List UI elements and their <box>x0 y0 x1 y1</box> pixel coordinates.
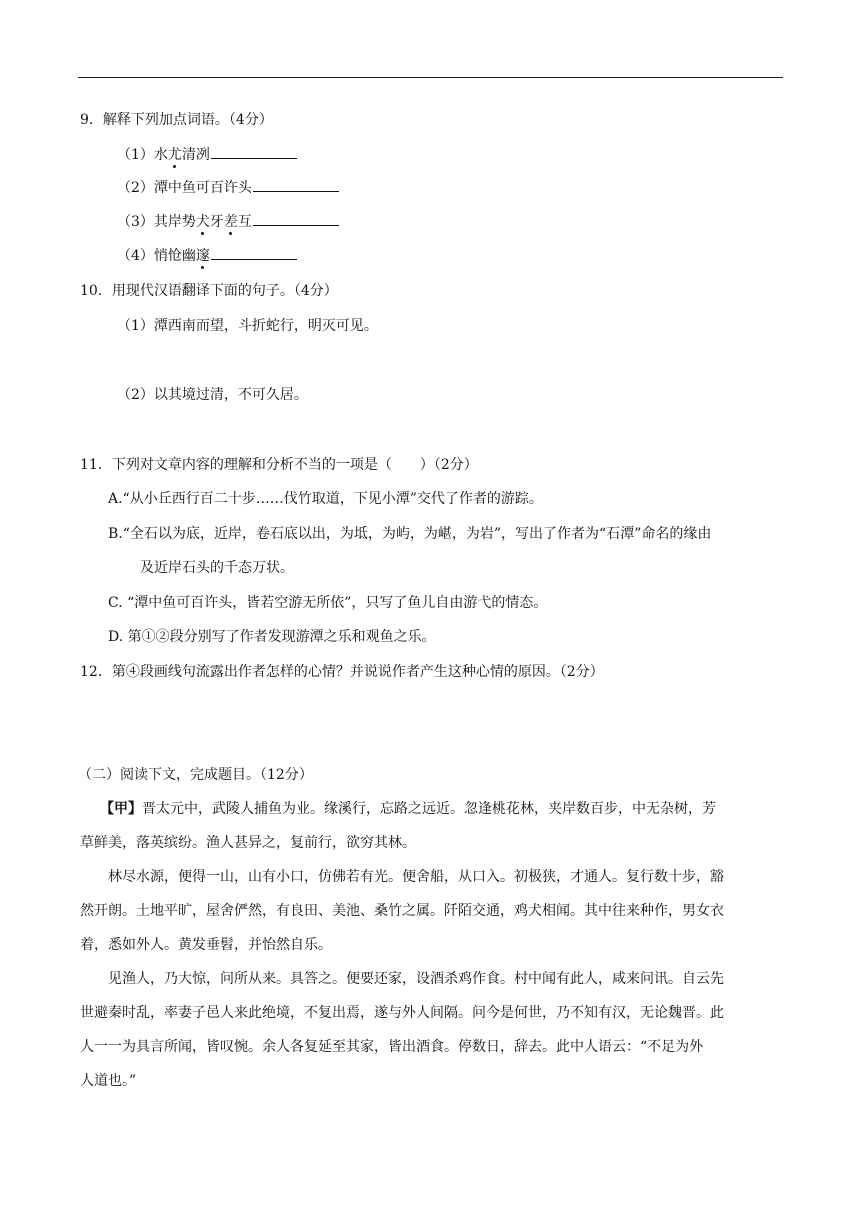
q11-option-b-line2: 及近岸石头的千态万状。 <box>140 560 294 576</box>
q9-item-3-mid: 牙 <box>209 214 224 230</box>
q9-item-1 <box>117 144 297 165</box>
q9-item-2-answer-blank[interactable] <box>253 177 339 192</box>
q9-item-1-answer-blank[interactable] <box>211 144 297 159</box>
section2-p3-line1: 见渔人，乃大惊，问所从来。具答之。便要还家，设酒杀鸡作食。村中闻有此人，咸来问讯。自云先 <box>108 971 724 987</box>
q9-item-4-prefix: （4）悄怆幽 <box>117 248 196 264</box>
q9-item-3-suffix: 互 <box>237 214 252 230</box>
q9-item-4-answer-blank[interactable] <box>211 245 297 260</box>
q9-item-3 <box>117 211 339 232</box>
q9-item-3-dotted-word-2: 差 <box>223 214 238 230</box>
q9-item-4-dotted-word: 邃 <box>195 248 210 264</box>
q10-item-1: （1）潭西南而望，斗折蛇行，明灭可见。 <box>117 318 378 334</box>
section2-p3-line2: 世避秦时乱，率妻子邑人来此绝境，不复出焉，遂与外人间隔。问今是何世，乃不知有汉，无论魏晋。此 <box>80 1005 724 1021</box>
q9-item-3-answer-blank[interactable] <box>253 211 339 226</box>
section2-p3-line4: 人道也。” <box>80 1073 137 1089</box>
q9-item-2-suffix: 头 <box>237 180 252 196</box>
section2-p2-line2: 然开朗。土地平旷，屋舍俨然，有良田、美池、桑竹之属。阡陌交通，鸡犬相闻。其中往来种作，男女衣 <box>80 903 724 919</box>
q11-option-c: C. “潭中鱼可百许头，皆若空游无所依”，只写了鱼儿自由游弋的情态。 <box>108 595 548 611</box>
q9-title: 9．解释下列加点词语。（4分） <box>80 112 273 128</box>
section2-tag: 【甲】 <box>100 801 142 817</box>
q9-item-2-word: 百许 <box>209 180 238 196</box>
q9-item-2 <box>117 177 339 198</box>
q11-option-d: D. 第①②段分别写了作者发现游潭之乐和观鱼之乐。 <box>108 629 436 645</box>
section2-title: （二）阅读下文，完成题目。（12分） <box>78 767 313 783</box>
section2-p1-line2: 草鲜美，落英缤纷。渔人甚异之，复前行，欲穷其林。 <box>80 835 416 851</box>
q11-option-b-line1: B.“全石以为底，近岸，卷石底以出，为坻，为屿，为嵁，为岩”，写出了作者为“石潭”命名的缘由 <box>108 526 712 542</box>
q9-item-3-prefix: （3）其岸势 <box>117 214 196 230</box>
section2-p1-line1 <box>100 799 716 819</box>
q10-item-2: （2）以其境过清，不可久居。 <box>117 387 308 403</box>
q10-title: 10．用现代汉语翻译下面的句子。（4分） <box>80 283 338 299</box>
q11-option-a: A.“从小丘西行百二十步……伐竹取道，下见小潭”交代了作者的游踪。 <box>108 491 543 507</box>
q9-item-1-suffix: 清冽 <box>181 147 210 163</box>
section2-p1-line1-text: 晋太元中，武陵人捕鱼为业。缘溪行，忘路之远近。忽逢桃花林，夹岸数百步，中无杂树，芳 <box>142 801 716 817</box>
q9-item-4 <box>117 245 297 266</box>
q9-item-3-dotted-word-1: 犬 <box>195 214 210 230</box>
q9-item-1-prefix: （1）水 <box>117 147 168 163</box>
section2-p2-line1: 林尽水源，便得一山，山有小口，仿佛若有光。便舍船，从口入。初极狭，才通人。复行数十步，豁 <box>108 869 724 885</box>
header-rule <box>78 77 783 78</box>
q11-title: 11．下列对文章内容的理解和分析不当的一项是（ ）（2分） <box>80 457 478 473</box>
q9-item-2-prefix: （2）潭中鱼可 <box>117 180 210 196</box>
q12-title: 12．第④段画线句流露出作者怎样的心情？并说说作者产生这种心情的原因。（2分） <box>80 664 604 680</box>
section2-p2-line3: 着，悉如外人。黄发垂髫，并怡然自乐。 <box>80 937 332 953</box>
section2-p3-line3: 人一一为具言所闻，皆叹惋。余人各复延至其家，皆出酒食。停数日，辞去。此中人语云：“不足为外 <box>80 1039 704 1055</box>
q9-item-1-dotted-word: 尤 <box>167 147 182 163</box>
